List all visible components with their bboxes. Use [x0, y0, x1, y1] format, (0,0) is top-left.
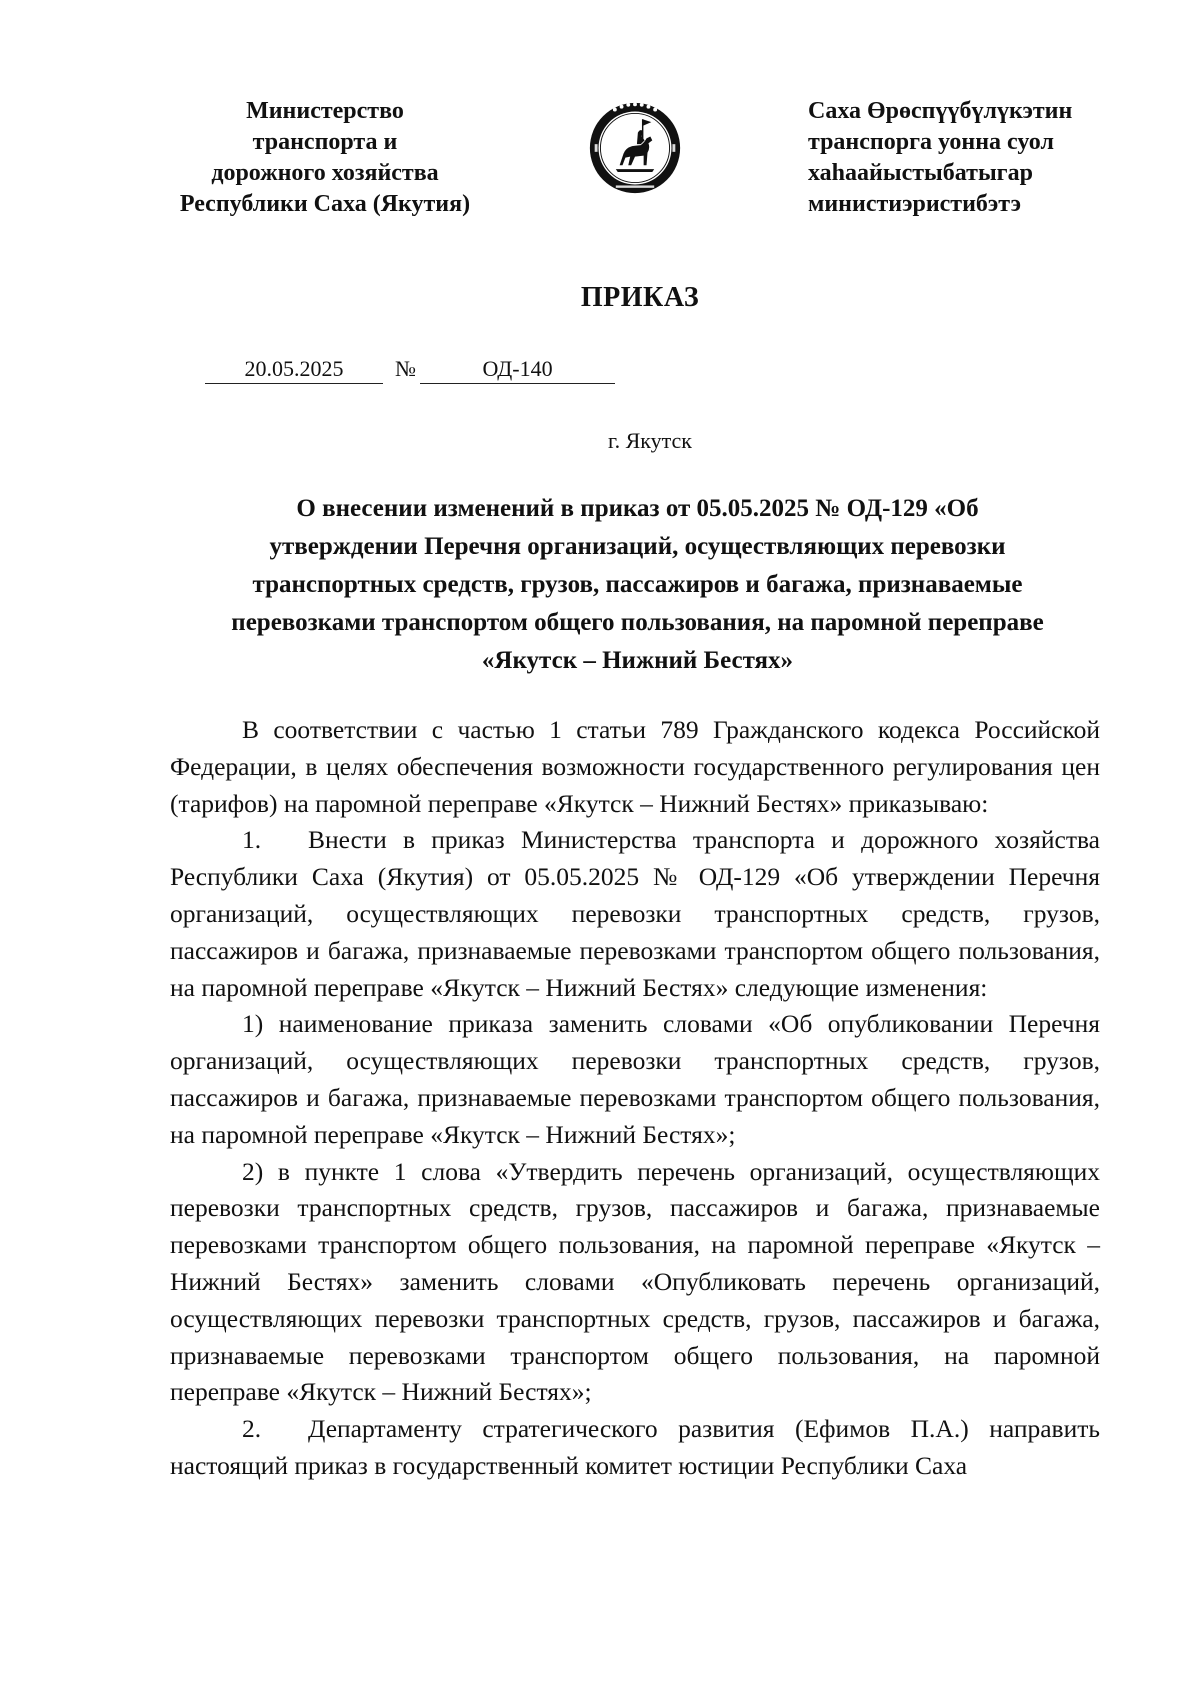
preamble-paragraph: В соответствии с частью 1 статьи 789 Гражданского кодекса Российской Федерации, в целях обеспечения возможности государственного регулирования цен (тарифов) на паромной переправе «Якутск – Нижний Бестях» приказываю: [170, 715, 1100, 818]
order-date: 20.05.2025 [205, 355, 383, 384]
ministry-name-russian [150, 96, 500, 220]
ministry-name-line: Министерство [246, 98, 404, 124]
subitem-1-paragraph: 1) наименование приказа заменить словами «Об опубликовании Перечня организаций, осуществляющих перевозки транспортных средств, грузов, пассажиров и багажа, признаваемые перевозками транспортом общего пользования, на паромной переправе «Якутск – Нижний Бестях»; [170, 1009, 1100, 1149]
coat-of-arms-sakha-icon [587, 98, 683, 198]
subject-line: транспортных средств, грузов, пассажиров и багажа, признаваемые [252, 571, 1023, 598]
ministry-name-line: транспорга уонна суол [808, 129, 1054, 155]
subject-line: утверждении Перечня организаций, осуществляющих перевозки [269, 533, 1006, 560]
subject-line: О внесении изменений в приказ от 05.05.2025 № ОД-129 «Об [296, 495, 979, 522]
ministry-name-line: дорожного хозяйства [211, 160, 439, 186]
ministry-name-sakha [808, 96, 1100, 220]
item-text: Внести в приказ Министерства транспорта и дорожного хозяйства Республики Саха (Якутия) от 05.05.2025 № ОД-129 «Об утверждении Перечня организаций, осуществляющих перевозки транспортных средств, грузов, пассажиров и багажа, признаваемые перевозками транспортом общего пользования, на паромной переправе «Якутск – Нижний Бестях» следующие изменения: [170, 825, 1100, 1002]
item-1-paragraph [170, 822, 1100, 1006]
document-type-title: ПРИКАЗ [580, 282, 700, 313]
item-text: Департаменту стратегического развития (Ефимов П.А.) направить настоящий приказ в государственный комитет юстиции Республики Саха [170, 1414, 1100, 1480]
item-number: 1. [242, 825, 262, 855]
number-sign: № [395, 356, 416, 381]
subject-line: перевозками транспортом общего пользования, на паромной переправе [231, 609, 1044, 636]
item-number: 2. [242, 1414, 262, 1444]
ministry-name-line: Республики Саха (Якутия) [179, 191, 471, 217]
ministry-name-line: транспорта и [252, 129, 398, 155]
item-2-paragraph [170, 1411, 1100, 1485]
ministry-name-line: хаһаайыстыбатыгар [808, 160, 1033, 186]
subject-line: «Якутск – Нижний Бестях» [481, 647, 794, 674]
order-subject [175, 490, 1100, 680]
ministry-name-line: Саха Өрөспүүбүлүкэтин [808, 98, 1073, 124]
ministry-name-line: министиэристибэтэ [808, 191, 1022, 217]
registration-line [205, 355, 615, 385]
order-number: ОД-140 [420, 355, 615, 384]
subitem-2-paragraph: 2) в пункте 1 слова «Утвердить перечень организаций, осуществляющих перевозки транспортных средств, грузов, пассажиров и багажа, признаваемые перевозками транспортом общего пользования, на паромной переправе «Якутск – Нижний Бестях» заменить словами «Опубликовать перечень организаций, осуществляющих перевозки транспортных средств, грузов, пассажиров и багажа, признаваемые перевозками транспортом общего пользования, на паромной переправе «Якутск – Нижний Бестях»; [170, 1156, 1100, 1407]
order-body [170, 712, 1100, 1485]
city-name: г. Якутск [608, 428, 692, 453]
